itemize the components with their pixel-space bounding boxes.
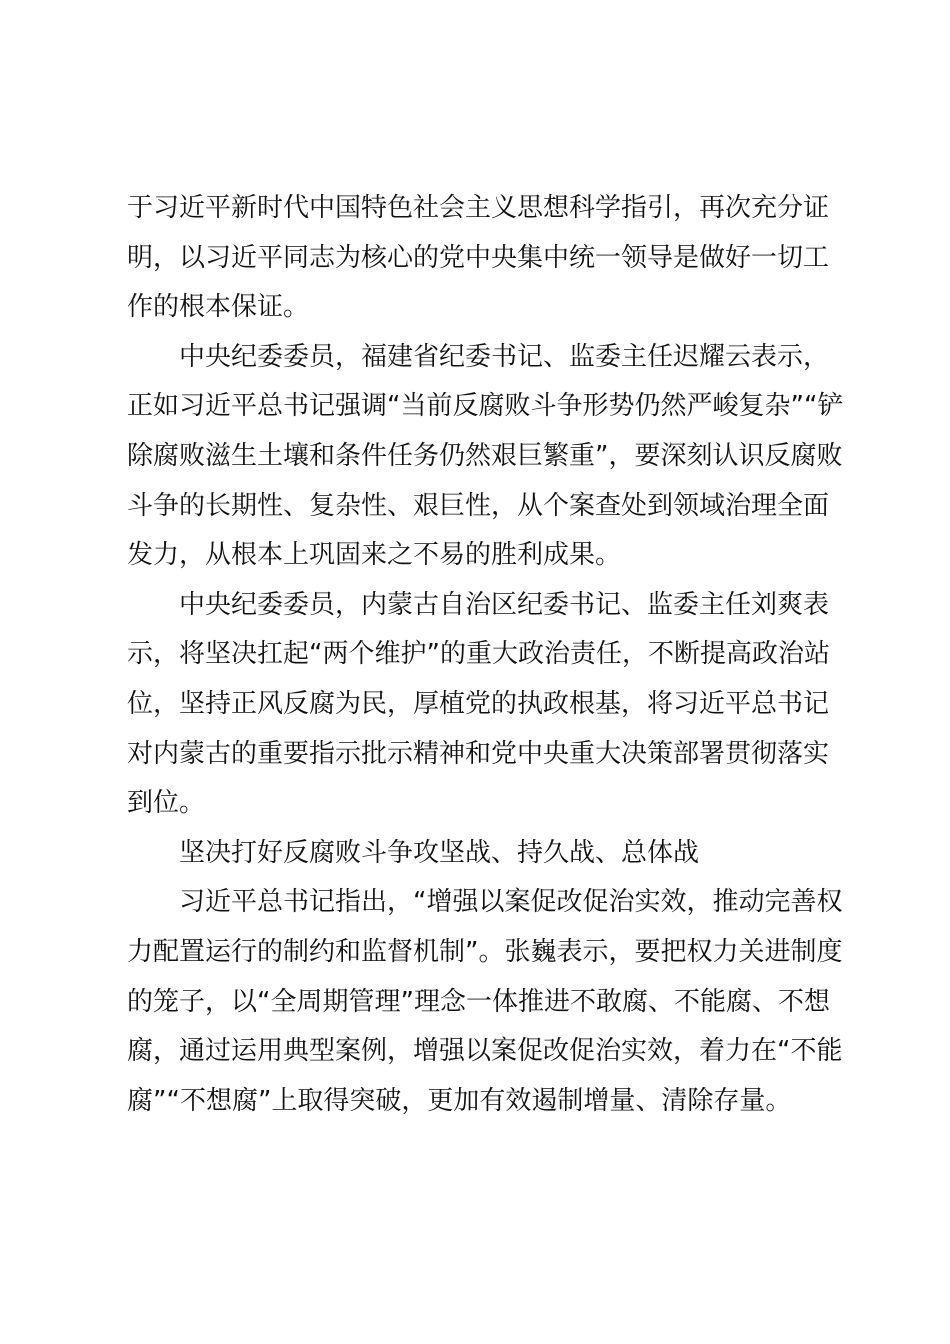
document-body [127,184,847,1126]
paragraph-continued: 于习近平新时代中国特色社会主义思想科学指引，再次充分证明，以习近平同志为核心的党中央集中统一领导是做好一切工作的根本保证。 [127,193,830,323]
paragraph-power-supervision: 习近平总书记指出，“增强以案促改促治实效，推动完善权力配置运行的制约和监督机制”。张巍表示，要把权力关进制度的笼子，以“全周期管理”理念一体推进不敢腐、不能腐、不想腐，通过运用典型案例，增强以案促改促治实效，着力在“不能腐”“不想腐”上取得突破，更加有效遏制增量、清除存量。 [127,887,843,1116]
paragraph-inner-mongolia: 中央纪委委员，内蒙古自治区纪委书记、监委主任刘爽表示，将坚决扛起“两个维护”的重大政治责任，不断提高政治站位，坚持正风反腐为民，厚植党的执政根基，将习近平总书记对内蒙古的重要指示批示精神和党中央重大决策部署贯彻落实到位。 [127,589,830,819]
section-heading: 坚决打好反腐败斗争攻坚战、持久战、总体战 [179,837,700,868]
paragraph-fujian: 中央纪委委员，福建省纪委书记、监委主任迟耀云表示，正如习近平总书记强调“当前反腐败斗争形势仍然严峻复杂”“铲除腐败滋生土壤和条件任务仍然艰巨繁重”，要深刻认识反腐败斗争的长期性、复杂性、艰巨性，从个案查处到领域治理全面发力，从根本上巩固来之不易的胜利成果。 [127,341,844,571]
